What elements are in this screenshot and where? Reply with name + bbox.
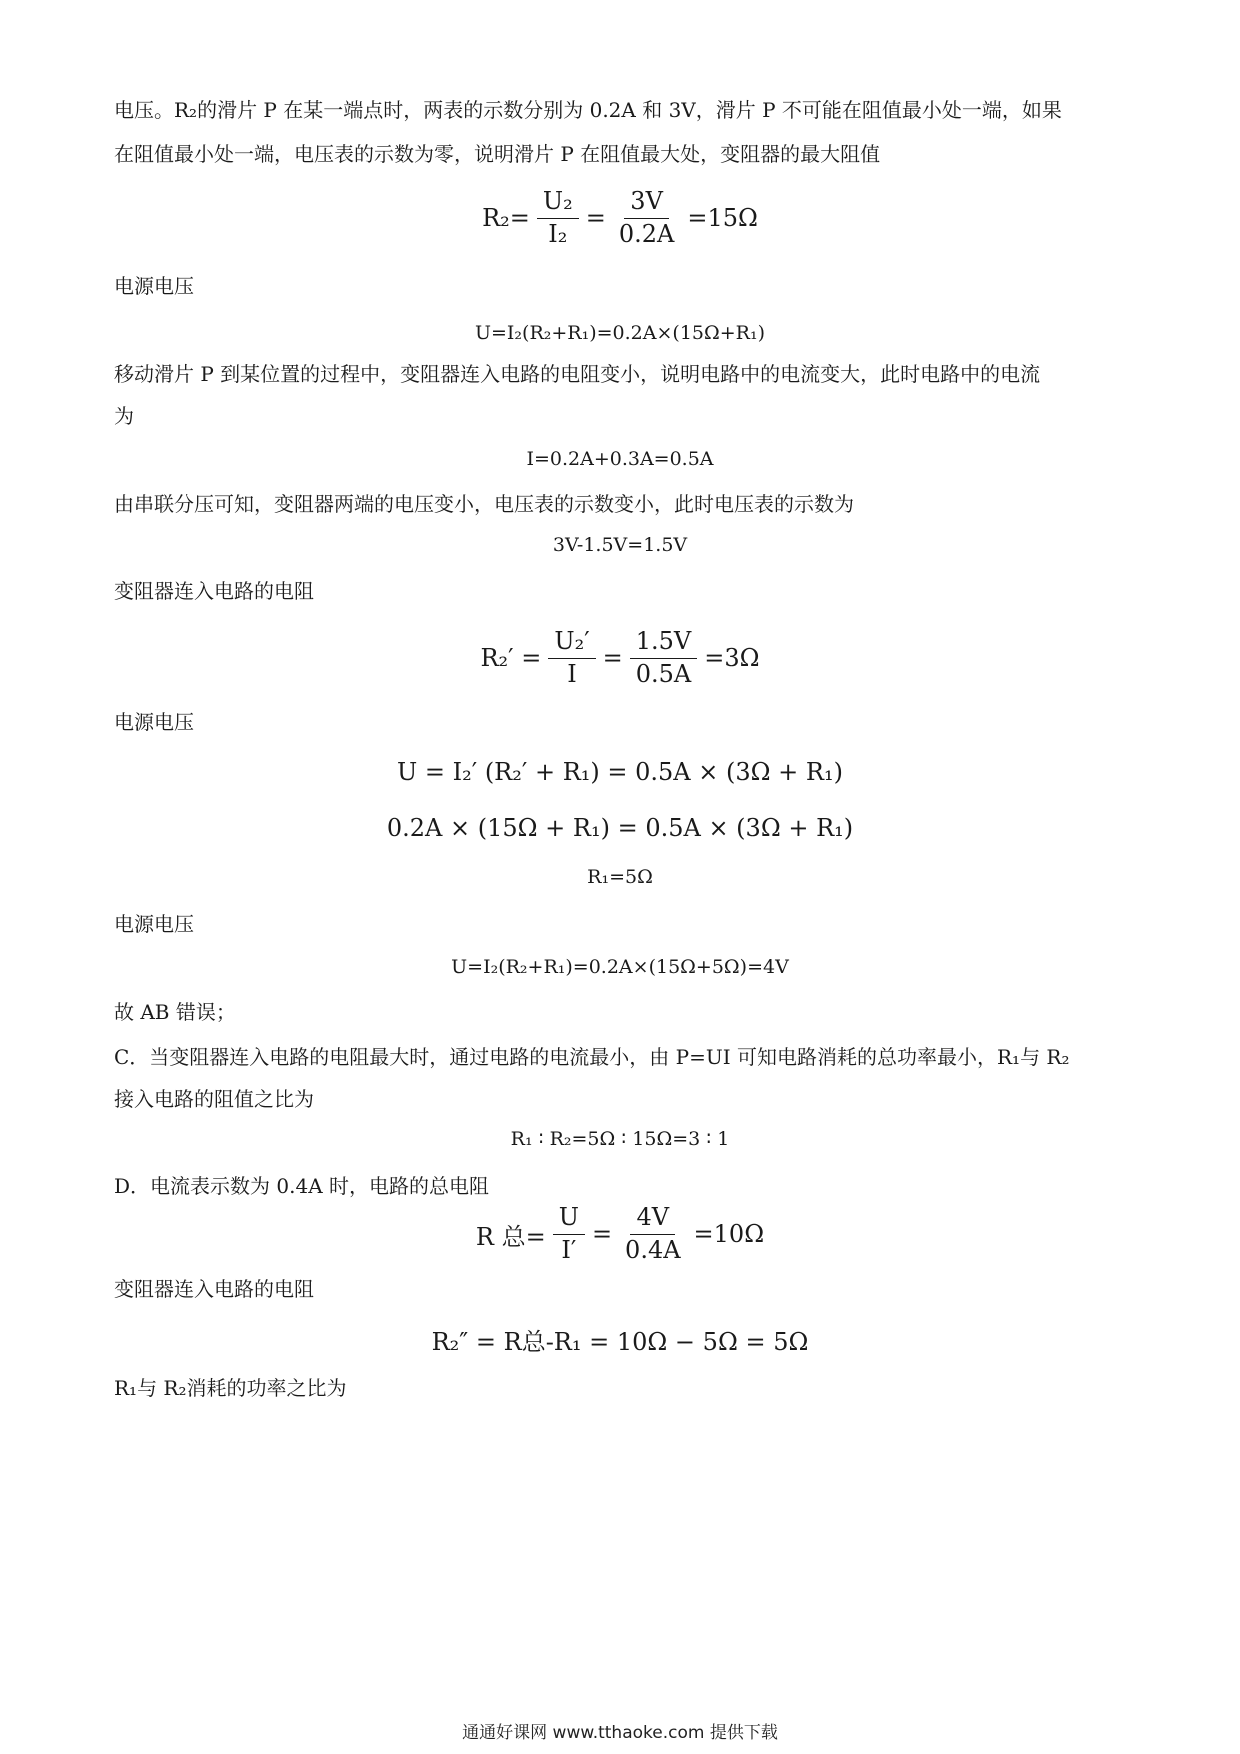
equation-3: I=0.2A+0.3A=0.5A <box>526 448 714 470</box>
paragraph-13: D．电流表示数为 0.4A 时，电路的总电阻 <box>114 1174 489 1198</box>
eq1-rhs: =15Ω <box>687 204 758 233</box>
eq11-rhs: =10Ω <box>693 1220 765 1249</box>
eq5-fraction-1 <box>548 628 595 688</box>
eq11-lhs: R 总= <box>475 1222 546 1251</box>
equation-4: 3V-1.5V=1.5V <box>552 534 688 556</box>
equation-10: R₁ ∶ R₂=5Ω ∶ 15Ω=3 ∶ 1 <box>510 1128 730 1150</box>
eq1-den2: 0.2A <box>618 219 675 248</box>
eq11-fraction-2 <box>619 1204 687 1264</box>
equation-r2-max <box>0 188 1240 248</box>
eq1-equals: = <box>585 204 606 233</box>
eq1-fraction-2 <box>613 188 681 248</box>
paragraph-14: 变阻器连入电路的电阻 <box>114 1277 314 1301</box>
eq5-num2: 1.5V <box>630 628 698 659</box>
equation-r-total <box>0 1204 1240 1264</box>
paragraph-4: 移动滑片 P 到某位置的过程中，变阻器连入电路的电阻变小，说明电路中的电流变大，此时电路中的电流 <box>114 362 1041 386</box>
eq1-num1: U₂ <box>537 188 579 219</box>
equation-2: U=I₂(R₂+R₁)=0.2A×(15Ω+R₁) <box>474 322 766 344</box>
paragraph-6: 由串联分压可知，变阻器两端的电压变小，电压表的示数变小，此时电压表的示数为 <box>114 492 854 516</box>
equation-6: U = I₂′ (R₂′ + R₁) = 0.5A × (3Ω + R₁) <box>397 758 843 786</box>
paragraph-8: 电源电压 <box>114 710 194 734</box>
eq5-equals: = <box>602 644 623 673</box>
paragraph-7: 变阻器连入电路的电阻 <box>114 579 314 603</box>
eq11-fraction-1 <box>553 1204 585 1264</box>
paragraph-11: C．当变阻器连入电路的电阻最大时，通过电路的电流最小，由 P=UI 可知电路消耗的总功率最小，R₁与 R₂ <box>114 1045 1070 1069</box>
paragraph-2: 在阻值最小处一端，电压表的示数为零，说明滑片 P 在阻值最大处，变阻器的最大阻值 <box>114 142 881 166</box>
footer-watermark: 通通好课网 www.tthaoke.com 提供下载 <box>462 1723 778 1743</box>
paragraph-9: 电源电压 <box>114 912 194 936</box>
eq1-den1: I₂ <box>548 219 568 248</box>
paragraph-3: 电源电压 <box>114 274 194 298</box>
eq5-den1: I <box>567 659 577 688</box>
equation-r2-prime <box>0 628 1240 688</box>
eq11-equals: = <box>591 1220 613 1249</box>
eq5-den2: 0.5A <box>635 659 692 688</box>
eq5-fraction-2 <box>630 628 698 688</box>
eq5-rhs: =3Ω <box>704 644 760 673</box>
paragraph-15: R₁与 R₂消耗的功率之比为 <box>114 1376 347 1400</box>
equation-7: 0.2A × (15Ω + R₁) = 0.5A × (3Ω + R₁) <box>386 814 854 842</box>
equation-12: R₂″ = R总-R₁ = 10Ω − 5Ω = 5Ω <box>431 1328 809 1356</box>
paragraph-10: 故 AB 错误； <box>114 1000 236 1024</box>
eq11-num1: U <box>553 1204 585 1235</box>
eq11-den1: I′ <box>561 1235 577 1264</box>
paragraph-5: 为 <box>114 404 134 428</box>
eq5-lhs: R₂′ = <box>480 644 542 673</box>
eq1-fraction-1 <box>537 188 579 248</box>
eq11-num2: 4V <box>630 1204 675 1235</box>
paragraph-12: 接入电路的阻值之比为 <box>114 1087 314 1111</box>
eq1-lhs: R₂= <box>482 204 530 233</box>
equation-9: U=I₂(R₂+R₁)=0.2A×(15Ω+5Ω)=4V <box>451 956 789 978</box>
paragraph-1: 电压。R₂的滑片 P 在某一端点时，两表的示数分别为 0.2A 和 3V，滑片 P 不可能在阻值最小处一端，如果 <box>114 98 1062 122</box>
eq5-num1: U₂′ <box>548 628 595 659</box>
eq11-den2: 0.4A <box>625 1235 681 1264</box>
eq1-num2: 3V <box>624 188 669 219</box>
equation-8: R₁=5Ω <box>587 866 653 888</box>
